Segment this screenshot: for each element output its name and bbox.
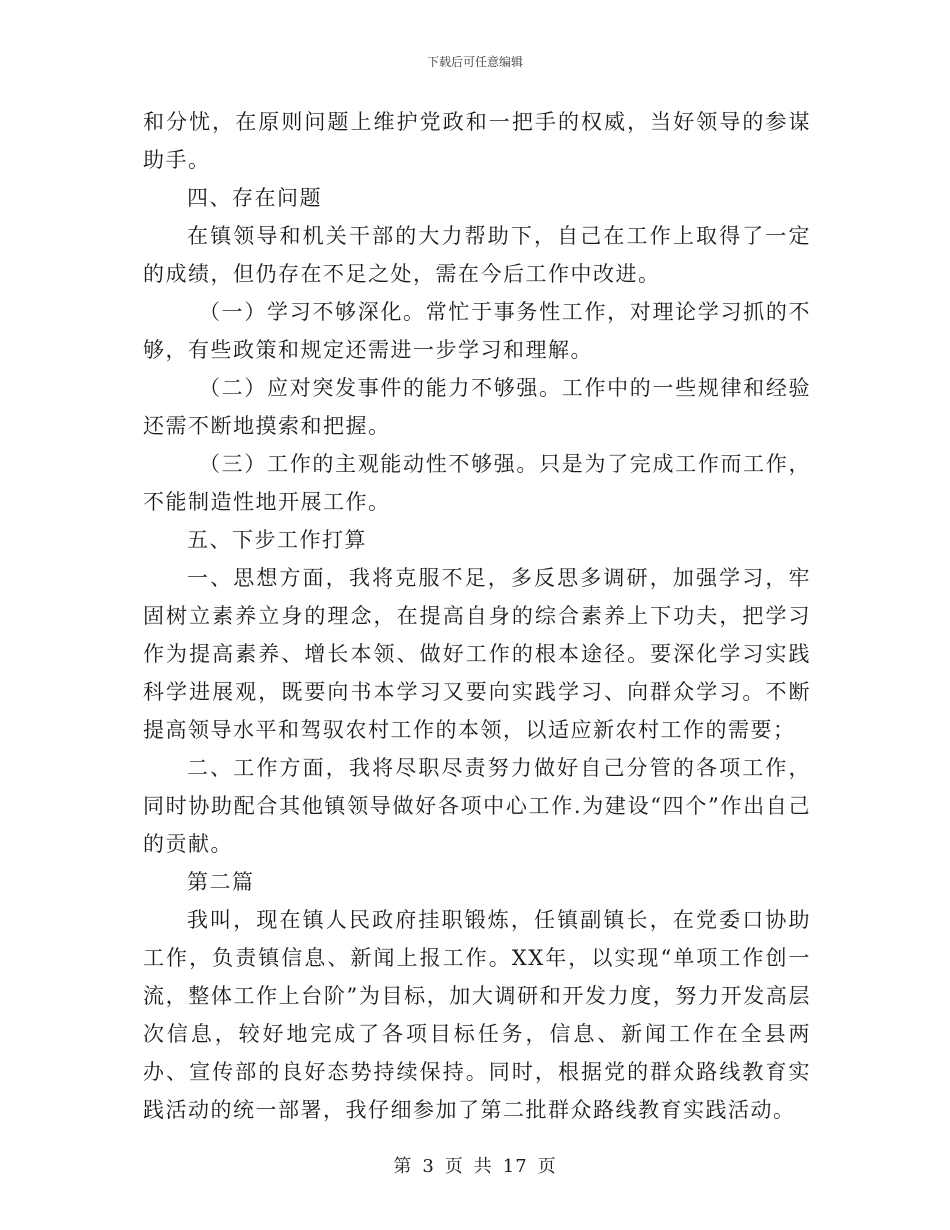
footer-page-label: 页 xyxy=(444,1156,464,1177)
paragraph-item-3: （三）工作的主观能动性不够强。只是为了完成工作而工作，不能制造性地开展工作。 xyxy=(143,452,811,514)
paragraph: 我叫，现在镇人民政府挂职锻炼，任镇副镇长，在党委口协助工作，负责镇信息、新闻上报工作。XX年，以实现“单项工作创一流，整体工作上台阶”为目标，加大调研和开发力度，努力开发高层次信息，较好地完成了各项目标任务，信息、新闻工作在全县两办、宣传部的良好态势持续保持。同时，根据党的群众路线教育实践活动的统一部署，我仔细参加了第二批群众路线教育实践活动。 xyxy=(143,908,811,1122)
paragraph: 在镇领导和机关干部的大力帮助下，自己在工作上取得了一定的成绩，但仍存在不足之处，需在今后工作中改进。 xyxy=(143,224,811,286)
paragraph-plan-1: 一、思想方面，我将克服不足，多反思多调研，加强学习，牢固树立素养立身的理念，在提高自身的综合素养上下功夫，把学习作为提高素养、增长本领、做好工作的根本途径。要深化学习实践科学进展观，既要向书本学习又要向实践学习、向群众学习。不断提高领导水平和驾驭农村工作的本领，以适应新农村工作的需要； xyxy=(143,566,811,742)
footer-page-number: 3 xyxy=(422,1156,435,1177)
page-header: 下载后可任意编辑 xyxy=(426,55,523,69)
section-heading-plans: 五、下步工作打算 xyxy=(187,528,367,552)
paragraph-item-1: （一）学习不够深化。常忙于事务性工作，对理论学习抓的不够，有些政策和规定还需进一步学习和理解。 xyxy=(143,300,811,362)
footer-total-label: 共 xyxy=(473,1156,493,1177)
document-body xyxy=(143,103,811,1129)
footer-total-pages: 17 xyxy=(502,1156,528,1177)
section-heading-problems: 四、存在问题 xyxy=(187,186,322,210)
footer-suffix: 页 xyxy=(537,1156,557,1177)
paragraph-continuation: 和分忧，在原则问题上维护党政和一把手的权威，当好领导的参谋助手。 xyxy=(143,110,811,172)
paragraph-item-2: （二）应对突发事件的能力不够强。工作中的一些规律和经验还需不断地摸索和把握。 xyxy=(143,376,811,438)
page-footer xyxy=(0,1152,950,1178)
paragraph-plan-2: 二、工作方面，我将尽职尽责努力做好自己分管的各项工作，同时协助配合其他镇领导做好各项中心工作.为建设“四个”作出自己的贡献。 xyxy=(143,756,811,856)
footer-prefix: 第 xyxy=(393,1156,413,1177)
section-heading-part-two: 第二篇 xyxy=(187,870,255,894)
